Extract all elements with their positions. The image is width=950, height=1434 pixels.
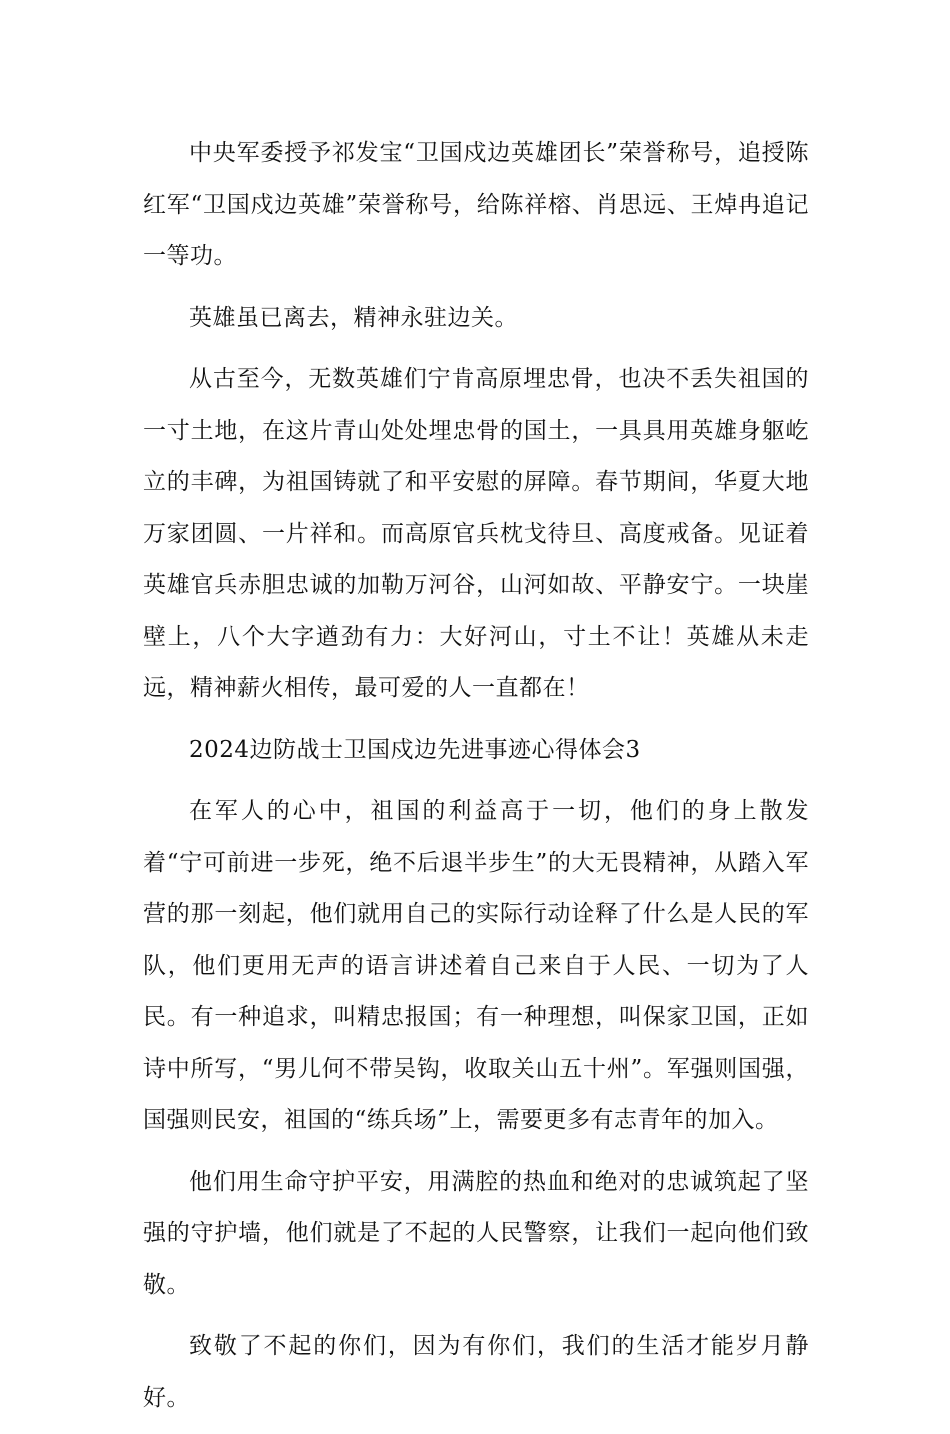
paragraph-heroes: 从古至今，无数英雄们宁肯高原埋忠骨，也决不丢失祖国的一寸土地，在这片青山处处埋忠骨的国土，一具具用英雄身躯屹立的丰碑，为祖国铸就了和平安慰的屏障。春节期间，华夏大地万家团圆、一片祥和。而高原官兵枕戈待旦、高度戒备。见证着英雄官兵赤胆忠诚的加勒万河谷，山河如故、平静安宁。一块崖壁上，八个大字遒劲有力：大好河山，寸土不让！英雄从未走远，精神薪火相传，最可爱的人一直都在！ bbox=[143, 366, 809, 701]
section-heading: 2024边防战士卫国戍边先进事迹心得体会3 bbox=[189, 736, 641, 763]
paragraph-honors: 中央军委授予祁发宝“卫国戍边英雄团长”荣誉称号，追授陈红军“卫国戍边英雄”荣誉称号，给陈祥榕、肖思远、王焯冉追记一等功。 bbox=[143, 140, 809, 269]
paragraph-guardians: 他们用生命守护平安，用满腔的热血和绝对的忠诚筑起了坚强的守护墙，他们就是了不起的人民警察，让我们一起向他们致敬。 bbox=[143, 1168, 809, 1298]
document-body bbox=[143, 128, 809, 1434]
paragraph-salute: 致敬了不起的你们，因为有你们，我们的生活才能岁月静好。 bbox=[143, 1333, 809, 1411]
paragraph-spirit: 英雄虽已离去，精神永驻边关。 bbox=[189, 304, 518, 331]
paragraph-soldiers: 在军人的心中，祖国的利益高于一切，他们的身上散发着“宁可前进一步死，绝不后退半步生”的大无畏精神，从踏入军营的那一刻起，他们就用自己的实际行动诠释了什么是人民的军队，他们更用无声的语言讲述着自己来自于人民、一切为了人民。有一种追求，叫精忠报国；有一种理想，叫保家卫国，正如诗中所写，“男儿何不带吴钩，收取关山五十州”。军强则国强，国强则民安，祖国的“练兵场”上，需要更多有志青年的加入。 bbox=[143, 798, 809, 1133]
